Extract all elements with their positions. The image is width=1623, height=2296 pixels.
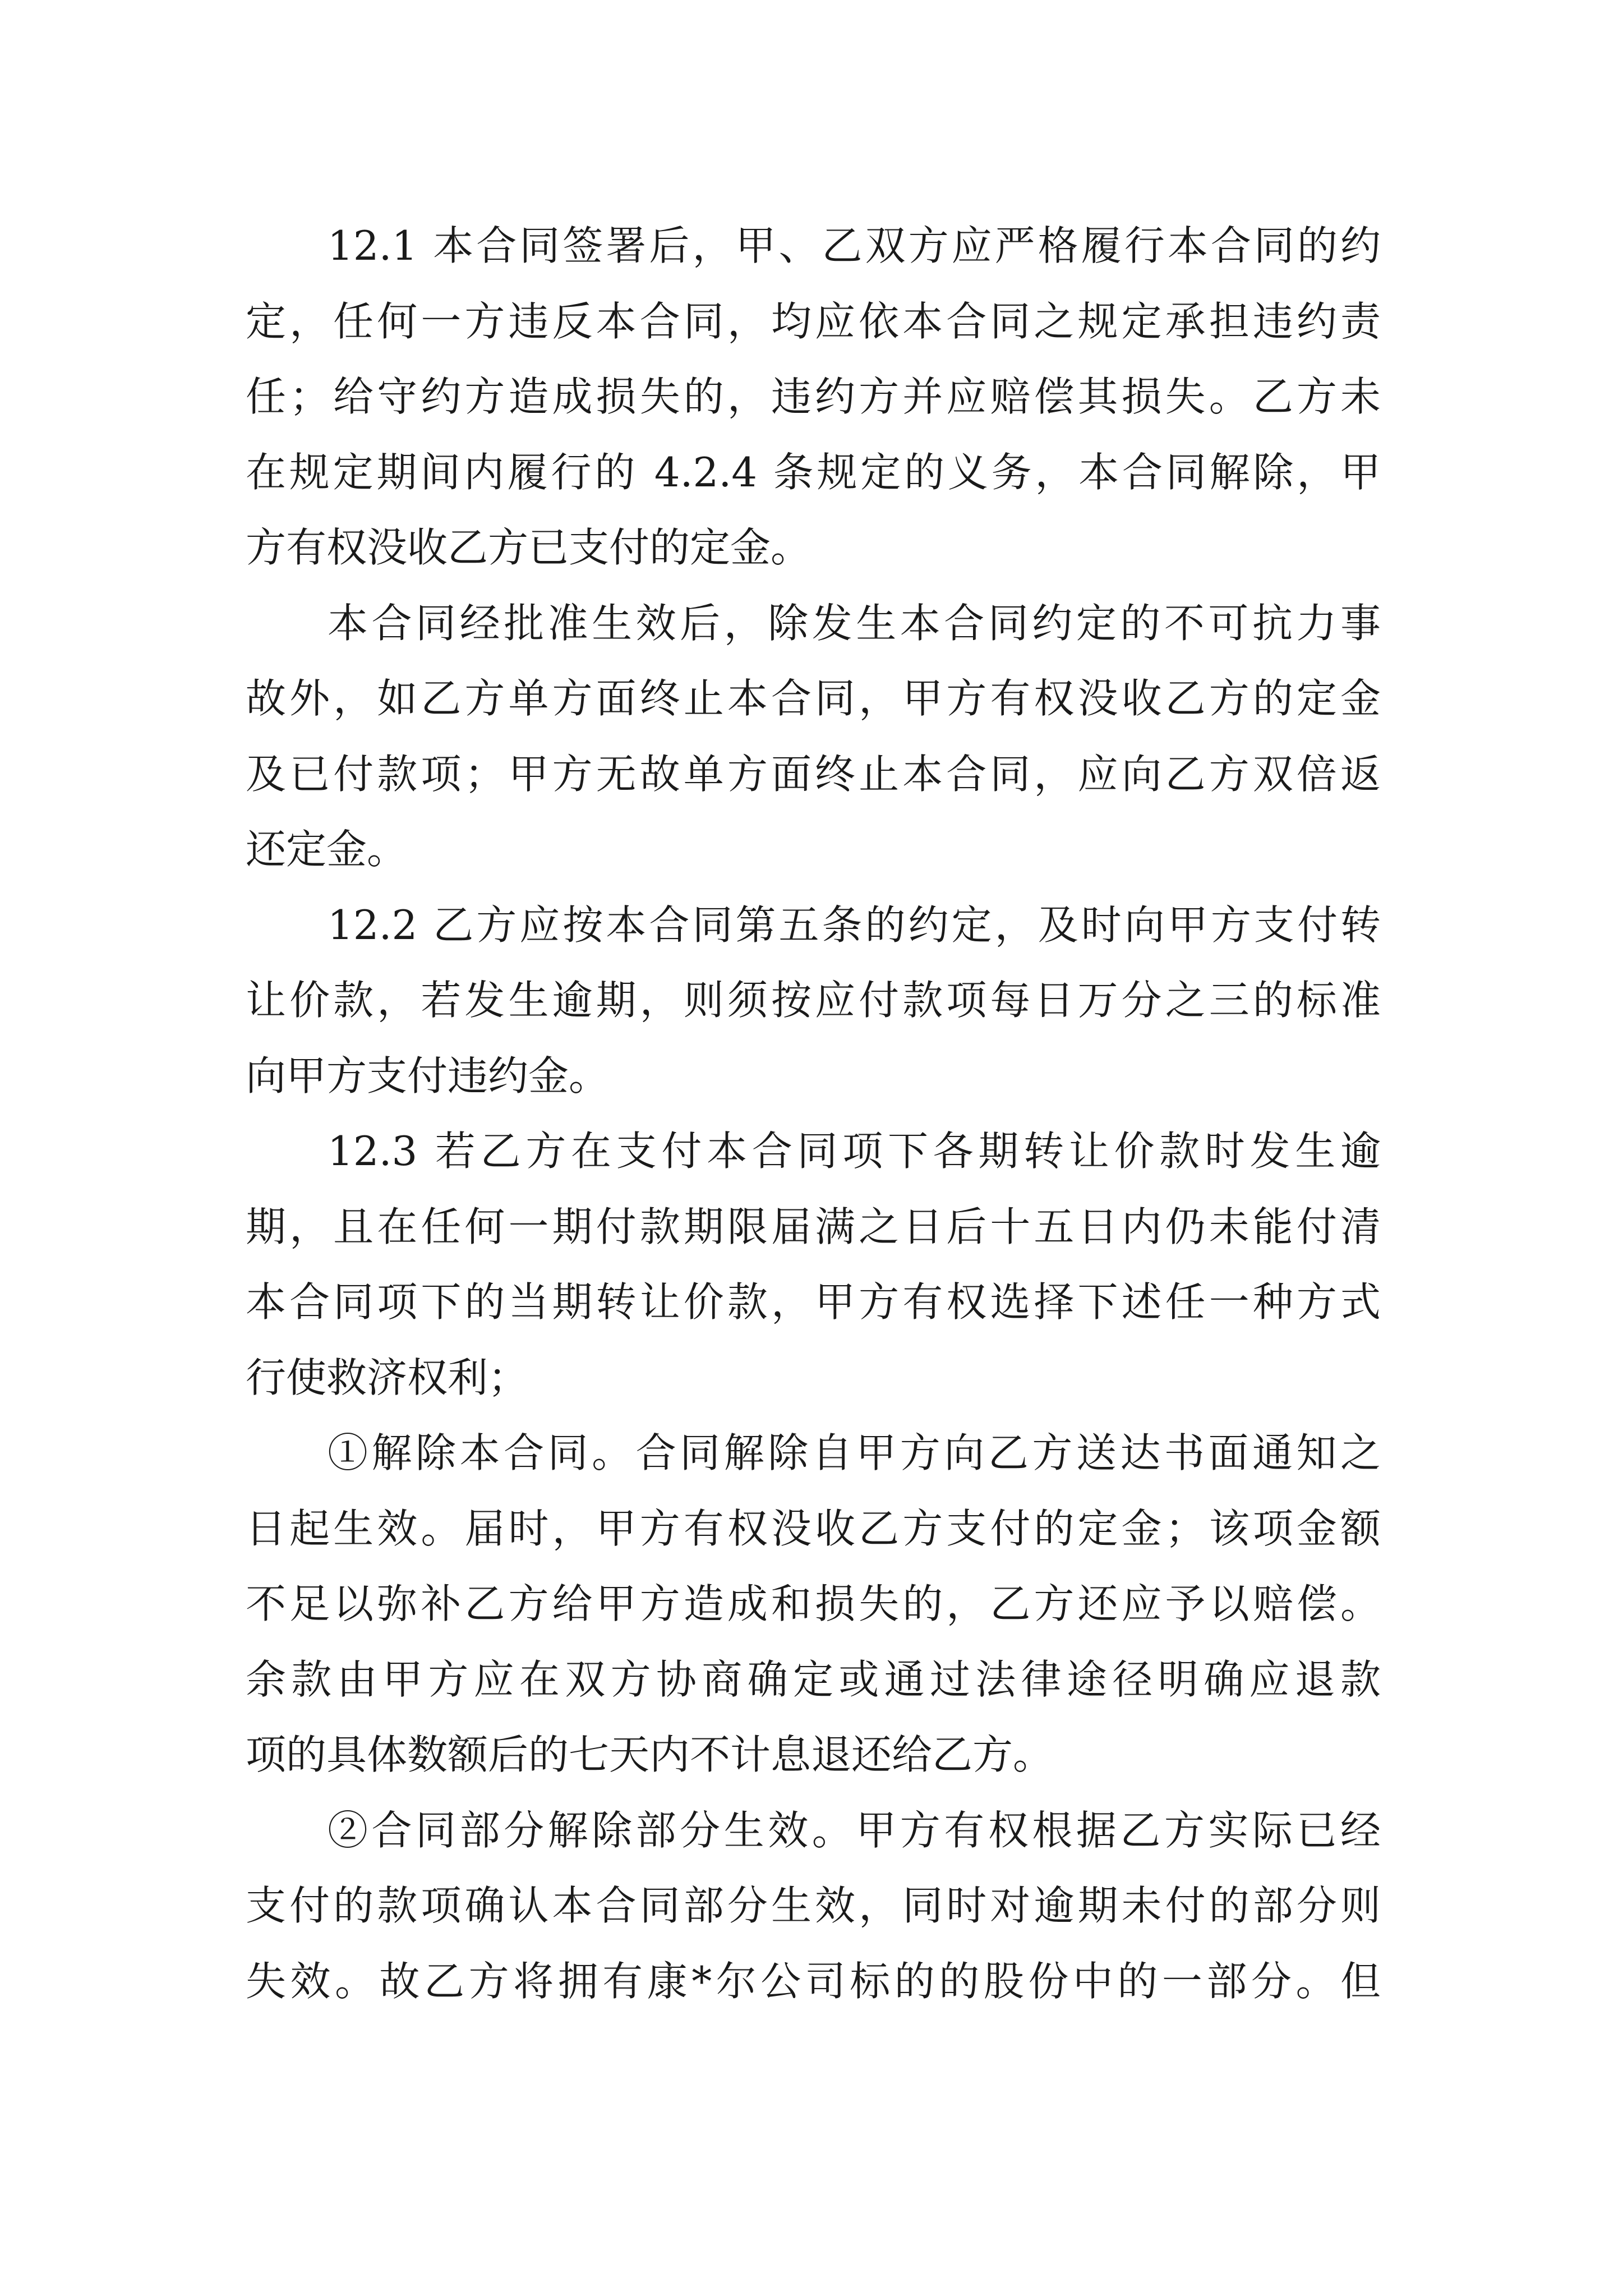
text-line: 让价款，若发生逾期，则须按应付款项每日万分之三的标准	[246, 977, 1381, 1024]
text-line: 不足以弥补乙方给甲方造成和损失的，乙方还应予以赔偿。	[246, 1580, 1381, 1627]
text-line: 12.1 本合同签署后，甲、乙双方应严格履行本合同的约	[328, 222, 1381, 269]
text-line: 行使救济权利；	[246, 1354, 529, 1401]
text-line: 向甲方支付违约金。	[246, 1052, 610, 1099]
text-line: 及已付款项；甲方无故单方面终止本合同，应向乙方双倍返	[246, 751, 1381, 798]
text-line: 支付的款项确认本合同部分生效，同时对逾期未付的部分则	[246, 1882, 1381, 1929]
text-line: 任；给守约方造成损失的，违约方并应赔偿其损失。乙方未	[246, 373, 1381, 420]
text-line: 12.2 乙方应按本合同第五条的约定，及时向甲方支付转	[328, 901, 1381, 949]
text-line: 方有权没收乙方已支付的定金。	[246, 524, 811, 571]
text-line: 本合同项下的当期转让价款，甲方有权选择下述任一种方式	[246, 1278, 1381, 1326]
text-line: 本合同经批准生效后，除发生本合同约定的不可抗力事	[328, 600, 1381, 647]
text-line: ②合同部分解除部分生效。甲方有权根据乙方实际已经	[328, 1807, 1381, 1854]
text-line: 失效。故乙方将拥有康*尔公司标的的股份中的一部分。但	[246, 1958, 1381, 2005]
text-line: 项的具体数额后的七天内不计息退还给乙方。	[246, 1731, 1054, 1778]
text-line: 故外，如乙方单方面终止本合同，甲方有权没收乙方的定金	[246, 675, 1381, 722]
text-line: 期，且在任何一期付款期限届满之日后十五日内仍未能付清	[246, 1203, 1381, 1250]
text-line: 日起生效。届时，甲方有权没收乙方支付的定金；该项金额	[246, 1505, 1381, 1552]
text-line: ①解除本合同。合同解除自甲方向乙方送达书面通知之	[328, 1429, 1381, 1476]
text-line: 在规定期间内履行的 4.2.4 条规定的义务，本合同解除，甲	[246, 449, 1381, 496]
text-line: 还定金。	[246, 826, 408, 873]
text-line: 余款由甲方应在双方协商确定或通过法律途径明确应退款	[246, 1656, 1381, 1703]
text-line: 12.3 若乙方在支付本合同项下各期转让价款时发生逾	[328, 1128, 1381, 1175]
text-line: 定，任何一方违反本合同，均应依本合同之规定承担违约责	[246, 298, 1381, 345]
